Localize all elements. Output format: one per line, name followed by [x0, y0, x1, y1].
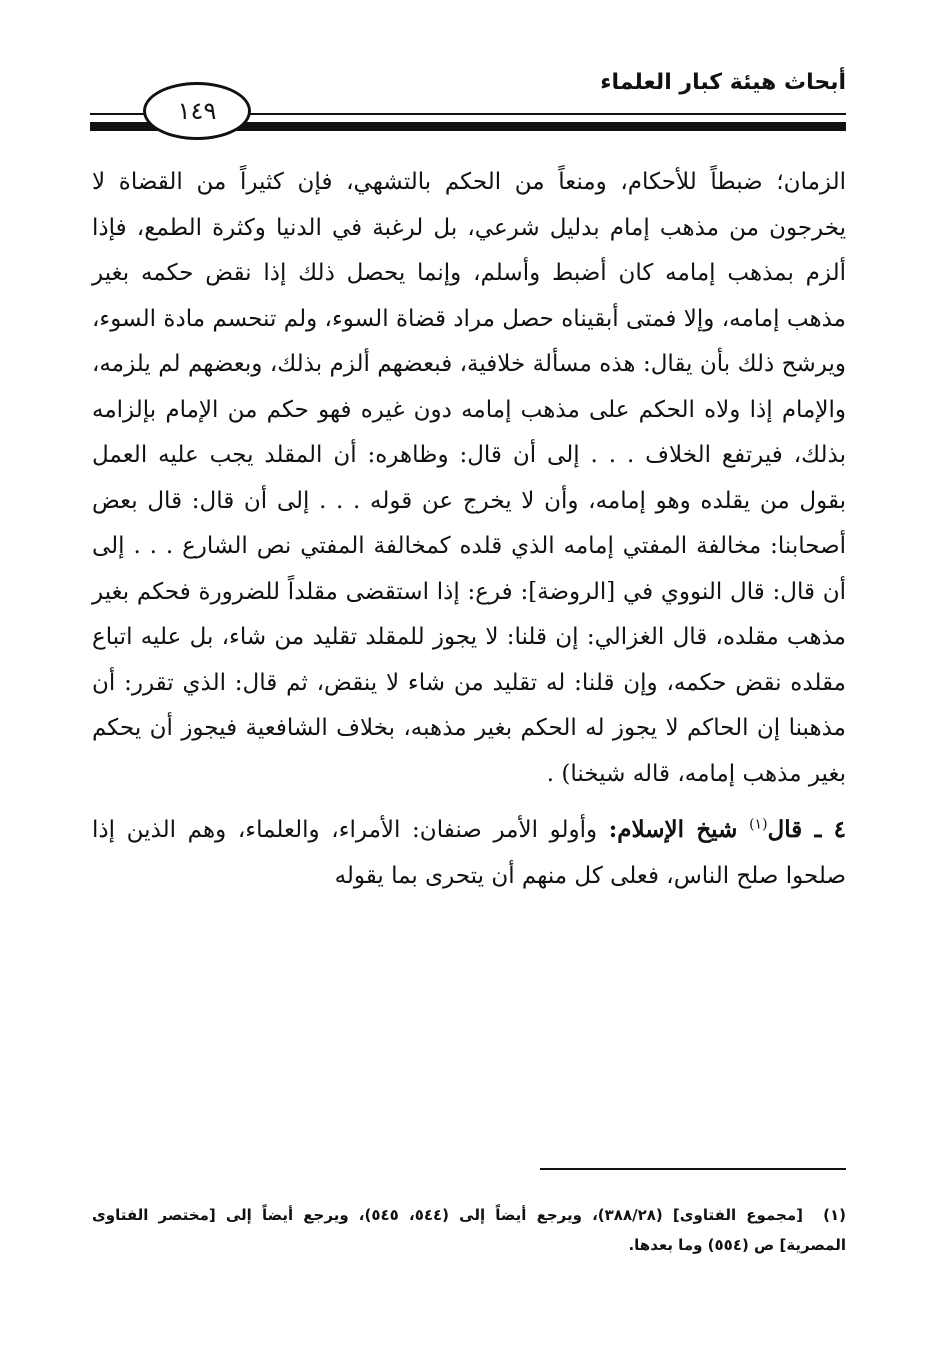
paragraph-1: الزمان؛ ضبطاً للأحكام، ومنعاً من الحكم بالتشهي، فإن كثيراً من القضاة لا يخرجون من مذهب إمام بدليل شرعي، بل لرغبة في الدنيا وكثرة الطمع، فإذا ألزم بمذهب إمامه كان أضبط وأسلم، وإنما يحصل ذلك إذا نقض حكمه بغير مذهب إمامه، وإلا فمتى أبقيناه حصل مراد قضاة السوء، ولم تنحسم مادة السوء، ويرشح ذلك بأن يقال: هذه مسألة خلافية، فبعضهم ألزم بذلك، وبعضهم لم يلزمه، والإمام إذا ولاه الحكم على مذهب إمامه دون غيره فهو حكم من الإمام بإلزامه بذلك، فيرتفع الخلاف . . . إلى أن قال: وظاهره: أن المقلد يجب عليه العمل بقول من يقلده وهو إمامه، وأن لا يخرج عن قوله . . . إلى أن قال: قال بعض أصحابنا: مخالفة المفتي إمامه الذي قلده كمخالفة المفتي نص الشارع . . . إلى أن قال: قال النووي في [الروضة]: فرع: إذا استقضى مقلداً للضرورة فحكم بغير مذهب مقلده، قال الغزالي: إن قلنا: لا يجوز للمقلد تقليد من شاء، بل عليه اتباع مقلده نقض حكمه، وإن قلنا: له تقليد من شاء لا ينقض، ثم قال: الذي تقرر: أن مذهبنا إن الحاكم لا يجوز له الحكم بغير مذهبه، بخلاف الشافعية فيجوز أن يحكم بغير مذهب إمامه، قاله شيخنا) .: [92, 169, 846, 787]
footnote-marker: (١): [823, 1206, 847, 1224]
paragraph-2-text: وأولو الأمر صنفان: الأمراء، والعلماء، وهم الذين إذا صلحوا صلح الناس، فعلى كل منهم أن يتحرى بما يقوله: [92, 817, 846, 889]
footnote-separator: [540, 1168, 846, 1170]
paragraph-2-label: شيخ الإسلام:: [608, 816, 738, 843]
paragraph-2-number: ٤ ـ قال: [767, 816, 847, 843]
page-number: ١٤٩: [143, 82, 251, 140]
footnote-text: [مجموع الفتاوى] (٣٨٨/٢٨)، ويرجع أيضاً إلى (٥٤٤، ٥٤٥)، ويرجع أيضاً إلى [مختصر الفتاوى المصرية] ص (٥٥٤) وما بعدها.: [92, 1206, 846, 1254]
footnote-reference: (١): [749, 816, 768, 833]
running-title: أبحاث هيئة كبار العلماء: [600, 70, 846, 95]
paragraph-2: [92, 807, 846, 899]
footnote: [92, 1200, 846, 1260]
body-text: [92, 160, 846, 899]
